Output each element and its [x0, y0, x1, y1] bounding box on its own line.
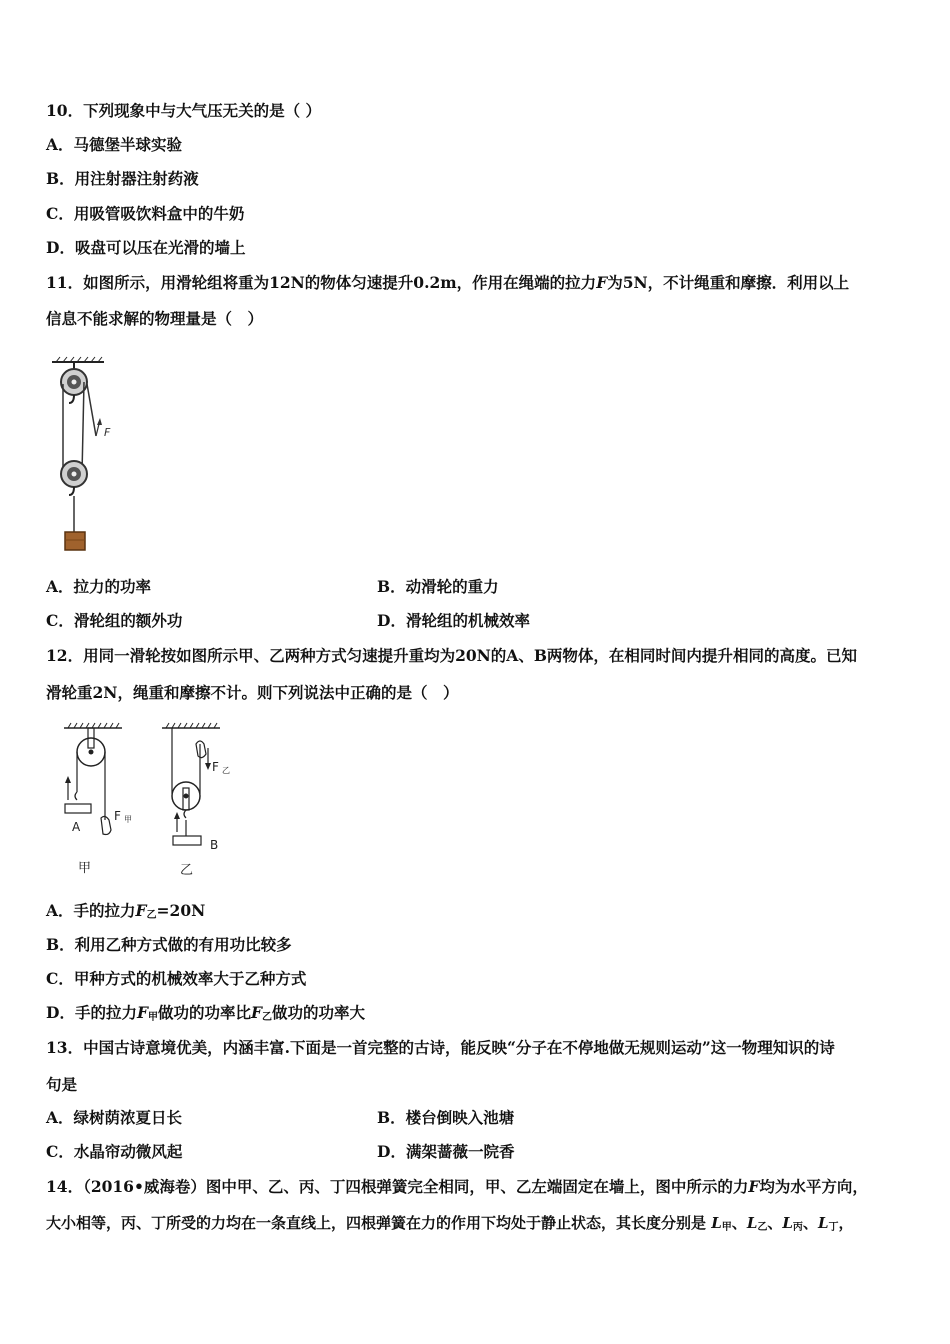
q10-option-a: A．马德堡半球实验: [46, 135, 183, 154]
pulley-block-figure: [44, 356, 134, 556]
q13-stem-line2: 句是: [46, 1075, 78, 1094]
q10-option-c: C．用吸管吸饮料盒中的牛奶: [46, 204, 245, 223]
q11-stem: 11．如图所示，用滑轮组将重为12N的物体匀速提升0.2m，作用在绳端的拉力F为5N，不计绳重和摩擦．利用以上: [46, 273, 850, 292]
two-pulley-figure: [56, 720, 256, 890]
q10-option-b: B．用注射器注射药液: [46, 169, 199, 188]
q12-option-a: A．手的拉力$F_乙=20N$: [46, 901, 206, 921]
q11-option-a: A．拉力的功率: [46, 577, 152, 596]
q11-option-d: D．滑轮组的机械效率: [377, 611, 530, 630]
q11-stem-line2: 信息不能求解的物理量是（ ）: [46, 309, 264, 328]
q12-stem-line2: 滑轮重2N，绳重和摩擦不计。则下列说法中正确的是（ ）: [46, 683, 459, 702]
force-jia-sub: 甲: [124, 815, 132, 824]
q14-stem-line2: 大小相等，丙、丁所受的力均在一条直线上，四根弹簧在力的作用下均处于静止状态，其长度分别是 $L_甲$、$L_乙$、$L_丙$、$L_丁$，: [46, 1214, 854, 1233]
force-jia-label: F: [114, 809, 121, 823]
q11-option-c: C．滑轮组的额外功: [46, 611, 183, 630]
q10-stem: 10．下列现象中与大气压无关的是（ ）: [46, 101, 321, 120]
q13-option-a: A．绿树荫浓夏日长: [46, 1108, 183, 1127]
q13-option-b: B．楼台倒映入池塘: [377, 1108, 515, 1127]
q13-option-d: D．满架蔷薇一院香: [377, 1142, 515, 1161]
q10-option-d: D．吸盘可以压在光滑的墙上: [46, 238, 246, 257]
caption-yi: 乙: [180, 863, 194, 878]
block-b-label: B: [210, 838, 219, 852]
q13-option-c: C．水晶帘动微风起: [46, 1142, 183, 1161]
force-f-label: F: [104, 426, 111, 439]
caption-jia: 甲: [78, 861, 92, 876]
q12-option-c: C．甲种方式的机械效率大于乙种方式: [46, 969, 307, 988]
q11-option-b: B．动滑轮的重力: [377, 577, 499, 596]
q13-stem: 13．中国古诗意境优美，内涵丰富.下面是一首完整的古诗，能反映“分子在不停地做无规则运动”这一物理知识的诗: [46, 1038, 835, 1057]
q12-option-b: B．利用乙种方式做的有用功比较多: [46, 935, 292, 954]
force-yi-label: F: [212, 760, 219, 774]
q12-stem: 12．用同一滑轮按如图所示甲、乙两种方式匀速提升重均为20N的A、B两物体，在相同时间内提升相同的高度。已知: [46, 646, 857, 665]
q14-stem: 14．（2016•威海卷）图中甲、乙、丙、丁四根弹簧完全相同，甲、乙左端固定在墙上，图中所示的力F均为水平方向，: [46, 1177, 868, 1196]
q12-option-d: D．手的拉力$F_甲$做功的功率比$F_乙$做功的功率大: [46, 1003, 366, 1023]
block-a-label: A: [72, 820, 81, 834]
force-yi-sub: 乙: [222, 766, 230, 775]
